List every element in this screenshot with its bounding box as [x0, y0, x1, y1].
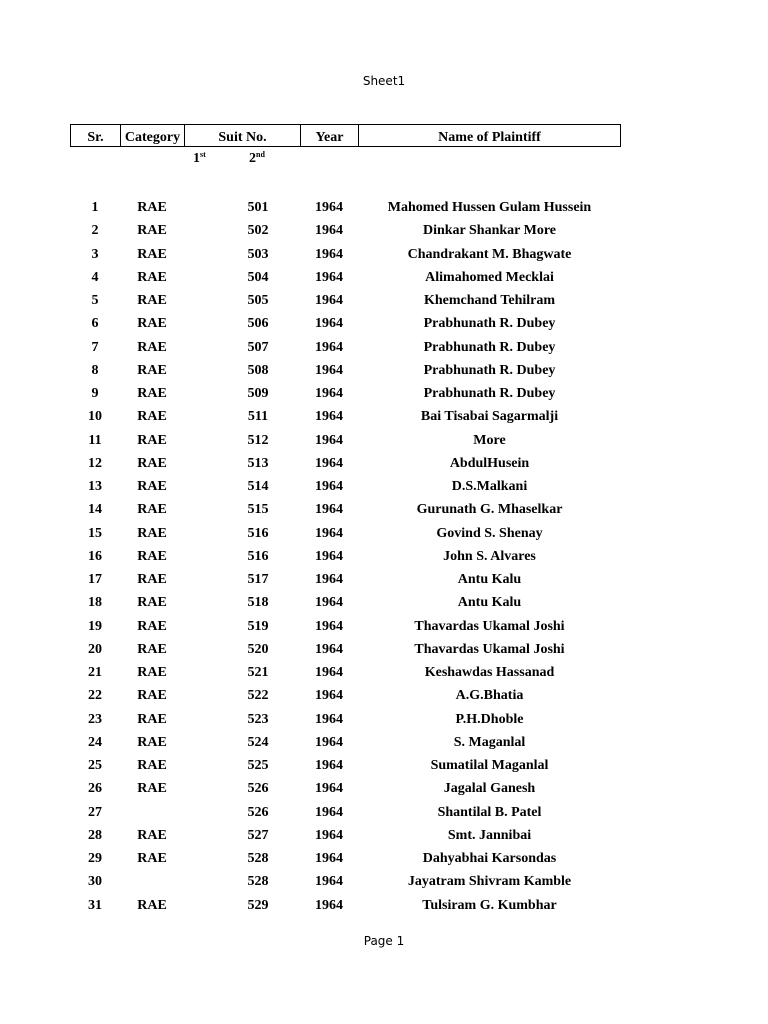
- table-row: [0, 615, 768, 638]
- cell-suit-no: 528: [247, 851, 269, 866]
- cell-plaintiff: Prabhunath R. Dubey: [423, 316, 556, 332]
- cell-plaintiff: Tulsiram G. Kumbhar: [422, 897, 557, 913]
- cell-category: RAE: [137, 223, 167, 239]
- cell-suit-no: 518: [247, 595, 269, 611]
- cell-plaintiff: Sumatilal Maganlal: [430, 758, 549, 773]
- sheet-title: Sheet1: [362, 74, 406, 88]
- cell-sr: 12: [88, 455, 102, 471]
- cell-sr: 13: [88, 479, 102, 494]
- cell-plaintiff: Govind S. Shenay: [436, 525, 543, 541]
- cell-plaintiff: Prabhunath R. Dubey: [423, 386, 556, 401]
- cell-category: RAE: [137, 339, 167, 355]
- cell-sr: 23: [88, 711, 102, 727]
- table-row: [0, 731, 768, 754]
- cell-sr: 11: [88, 432, 102, 448]
- cell-suit-no: 526: [247, 804, 269, 820]
- table-row: [0, 661, 768, 684]
- cell-plaintiff: A.G.Bhatia: [455, 688, 524, 704]
- cell-sr: 1: [91, 200, 99, 215]
- table-row: [0, 359, 768, 382]
- cell-suit-no: 522: [247, 688, 269, 704]
- cell-sr: 28: [88, 827, 102, 843]
- cell-sr: 18: [88, 595, 102, 611]
- subheader-second-number: 2: [249, 151, 256, 166]
- cell-suit-no: 511: [247, 409, 269, 425]
- cell-suit-no: 525: [247, 758, 269, 773]
- table-header: [70, 124, 621, 147]
- subheader-second: [249, 150, 265, 167]
- cell-suit-no: 516: [247, 525, 269, 541]
- cell-suit-no: 516: [247, 548, 269, 564]
- cell-plaintiff: Thavardas Ukamal Joshi: [414, 641, 565, 657]
- cell-category: RAE: [137, 548, 167, 564]
- cell-sr: 7: [91, 339, 99, 355]
- table-row: [0, 219, 768, 242]
- cell-plaintiff: More: [473, 432, 506, 448]
- cell-category: RAE: [137, 269, 167, 285]
- cell-suit-no: 506: [247, 316, 269, 332]
- table-row: [0, 429, 768, 452]
- cell-plaintiff: Dinkar Shankar More: [422, 223, 557, 239]
- cell-year: 1964: [315, 572, 343, 587]
- cell-year: 1964: [315, 432, 343, 448]
- table-row: [0, 405, 768, 428]
- cell-year: 1964: [315, 758, 343, 773]
- cell-sr: 9: [91, 386, 99, 401]
- cell-sr: 25: [88, 758, 102, 773]
- cell-year: 1964: [315, 455, 343, 471]
- cell-category: RAE: [137, 316, 167, 332]
- cell-year: 1964: [315, 641, 343, 657]
- cell-suit-no: 526: [247, 781, 269, 797]
- cell-suit-no: 519: [247, 618, 269, 634]
- cell-suit-no: 509: [247, 386, 269, 401]
- cell-year: 1964: [315, 246, 343, 262]
- cell-year: 1964: [315, 200, 343, 215]
- table-row: [0, 894, 768, 917]
- subheader-second-suffix: nd: [256, 150, 265, 159]
- table-row: [0, 243, 768, 266]
- cell-suit-no: 507: [247, 339, 269, 355]
- cell-plaintiff: Prabhunath R. Dubey: [423, 362, 556, 378]
- table-row: [0, 847, 768, 870]
- cell-suit-no: 502: [247, 223, 269, 239]
- cell-category: RAE: [137, 246, 167, 262]
- cell-sr: 2: [91, 223, 99, 239]
- cell-suit-no: 503: [247, 246, 269, 262]
- table-row: [0, 754, 768, 777]
- cell-plaintiff: Bai Tisabai Sagarmalji: [420, 409, 559, 425]
- cell-year: 1964: [315, 688, 343, 704]
- cell-sr: 14: [88, 502, 102, 518]
- cell-category: RAE: [137, 455, 167, 471]
- cell-year: 1964: [315, 269, 343, 285]
- cell-suit-no: 514: [247, 479, 269, 494]
- cell-category: RAE: [137, 665, 167, 680]
- cell-year: 1964: [315, 734, 343, 750]
- cell-suit-no: 512: [247, 432, 269, 448]
- cell-year: 1964: [315, 293, 343, 308]
- cell-plaintiff: Shantilal B. Patel: [437, 804, 542, 820]
- table-row: [0, 638, 768, 661]
- cell-category: RAE: [137, 618, 167, 634]
- cell-year: 1964: [315, 362, 343, 378]
- cell-category: RAE: [137, 595, 167, 611]
- cell-year: 1964: [315, 339, 343, 355]
- cell-year: 1964: [315, 548, 343, 564]
- page-footer: Page 1: [363, 934, 405, 948]
- cell-suit-no: 501: [247, 200, 269, 215]
- cell-year: 1964: [315, 804, 343, 820]
- cell-year: 1964: [315, 827, 343, 843]
- cell-plaintiff: Jayatram Shivram Kamble: [407, 874, 572, 890]
- header-year: Year: [315, 130, 344, 145]
- cell-plaintiff: Thavardas Ukamal Joshi: [414, 618, 565, 634]
- cell-year: 1964: [315, 897, 343, 913]
- cell-year: 1964: [315, 409, 343, 425]
- cell-suit-no: 505: [247, 293, 269, 308]
- cell-year: 1964: [315, 595, 343, 611]
- cell-category: RAE: [137, 409, 167, 425]
- table-row: [0, 591, 768, 614]
- header-category: Category: [124, 130, 181, 145]
- table-body: [0, 196, 768, 917]
- cell-category: RAE: [137, 851, 167, 866]
- cell-year: 1964: [315, 781, 343, 797]
- header-suit-no: Suit No.: [218, 130, 267, 145]
- cell-plaintiff: Smt. Jannibai: [447, 827, 532, 843]
- cell-suit-no: 524: [247, 734, 269, 750]
- table-row: [0, 801, 768, 824]
- cell-category: RAE: [137, 525, 167, 541]
- cell-sr: 29: [88, 851, 102, 866]
- cell-year: 1964: [315, 525, 343, 541]
- cell-suit-no: 521: [247, 665, 269, 680]
- table-row: [0, 289, 768, 312]
- cell-category: RAE: [137, 386, 167, 401]
- table-row: [0, 545, 768, 568]
- table-row: [0, 475, 768, 498]
- table-row: [0, 708, 768, 731]
- table-row: [0, 382, 768, 405]
- table-row: [0, 312, 768, 335]
- table-row: [0, 522, 768, 545]
- cell-category: RAE: [137, 362, 167, 378]
- cell-category: RAE: [137, 502, 167, 518]
- cell-category: RAE: [137, 827, 167, 843]
- cell-category: RAE: [137, 688, 167, 704]
- cell-year: 1964: [315, 502, 343, 518]
- cell-category: RAE: [137, 432, 167, 448]
- cell-suit-no: 529: [247, 897, 269, 913]
- cell-sr: 10: [88, 409, 102, 425]
- cell-plaintiff: P.H.Dhoble: [455, 711, 524, 727]
- cell-plaintiff: Gurunath G. Mhaselkar: [416, 502, 563, 518]
- cell-plaintiff: AbdulHusein: [449, 455, 530, 471]
- cell-year: 1964: [315, 223, 343, 239]
- cell-plaintiff: Prabhunath R. Dubey: [423, 339, 556, 355]
- cell-plaintiff: Antu Kalu: [457, 595, 522, 611]
- cell-suit-no: 520: [247, 641, 269, 657]
- cell-sr: 31: [88, 897, 102, 913]
- cell-plaintiff: Mahomed Hussen Gulam Hussein: [387, 200, 592, 215]
- cell-plaintiff: John S. Alvares: [443, 548, 536, 564]
- cell-suit-no: 504: [247, 269, 269, 285]
- table-row: [0, 870, 768, 893]
- cell-plaintiff: Antu Kalu: [457, 572, 522, 587]
- subheader-first: [193, 150, 206, 167]
- cell-sr: 4: [91, 269, 99, 285]
- table-row: [0, 336, 768, 359]
- cell-sr: 16: [88, 548, 102, 564]
- cell-plaintiff: D.S.Malkani: [451, 479, 528, 494]
- cell-sr: 5: [91, 293, 99, 308]
- cell-category: RAE: [137, 758, 167, 773]
- cell-plaintiff: Dahyabhai Karsondas: [422, 851, 557, 866]
- cell-year: 1964: [315, 479, 343, 494]
- cell-suit-no: 528: [247, 874, 269, 890]
- cell-category: RAE: [137, 293, 167, 308]
- cell-category: RAE: [137, 641, 167, 657]
- cell-year: 1964: [315, 386, 343, 401]
- subheader-first-number: 1: [193, 151, 200, 166]
- cell-suit-no: 515: [247, 502, 269, 518]
- cell-category: RAE: [137, 572, 167, 587]
- cell-sr: 8: [91, 362, 99, 378]
- cell-sr: 21: [88, 665, 102, 680]
- cell-category: RAE: [137, 200, 167, 215]
- cell-sr: 20: [88, 641, 102, 657]
- cell-suit-no: 517: [247, 572, 269, 587]
- cell-suit-no: 523: [247, 711, 269, 727]
- cell-year: 1964: [315, 665, 343, 680]
- cell-year: 1964: [315, 316, 343, 332]
- table-row: [0, 266, 768, 289]
- table-row: [0, 777, 768, 800]
- table-row: [0, 452, 768, 475]
- table-row: [0, 498, 768, 521]
- cell-sr: 30: [88, 874, 102, 890]
- cell-plaintiff: Keshawdas Hassanad: [424, 665, 555, 680]
- table-row: [0, 824, 768, 847]
- header-sr: Sr.: [87, 130, 104, 145]
- cell-suit-no: 513: [247, 455, 269, 471]
- cell-category: RAE: [137, 781, 167, 797]
- cell-plaintiff: Alimahomed Mecklai: [425, 269, 554, 285]
- cell-suit-no: 508: [247, 362, 269, 378]
- cell-sr: 26: [88, 781, 102, 797]
- table-row: [0, 568, 768, 591]
- cell-year: 1964: [315, 618, 343, 634]
- cell-category: RAE: [137, 897, 167, 913]
- cell-category: RAE: [137, 711, 167, 727]
- cell-sr: 17: [88, 572, 102, 587]
- cell-sr: 22: [88, 688, 102, 704]
- cell-plaintiff: Chandrakant M. Bhagwate: [407, 246, 572, 262]
- cell-sr: 27: [88, 804, 102, 820]
- cell-year: 1964: [315, 851, 343, 866]
- table-row: [0, 196, 768, 219]
- cell-category: RAE: [137, 479, 167, 494]
- header-plaintiff: Name of Plaintiff: [438, 130, 541, 145]
- subheader-first-suffix: st: [200, 150, 206, 159]
- cell-sr: 19: [88, 618, 102, 634]
- cell-sr: 3: [91, 246, 99, 262]
- cell-sr: 24: [88, 734, 102, 750]
- cell-category: RAE: [137, 734, 167, 750]
- cell-year: 1964: [315, 711, 343, 727]
- cell-plaintiff: S. Maganlal: [453, 734, 526, 750]
- table-row: [0, 684, 768, 707]
- cell-sr: 6: [91, 316, 99, 332]
- cell-plaintiff: Jagalal Ganesh: [443, 781, 536, 797]
- cell-suit-no: 527: [247, 827, 269, 843]
- cell-plaintiff: Khemchand Tehilram: [423, 293, 556, 308]
- cell-sr: 15: [88, 525, 102, 541]
- cell-year: 1964: [315, 874, 343, 890]
